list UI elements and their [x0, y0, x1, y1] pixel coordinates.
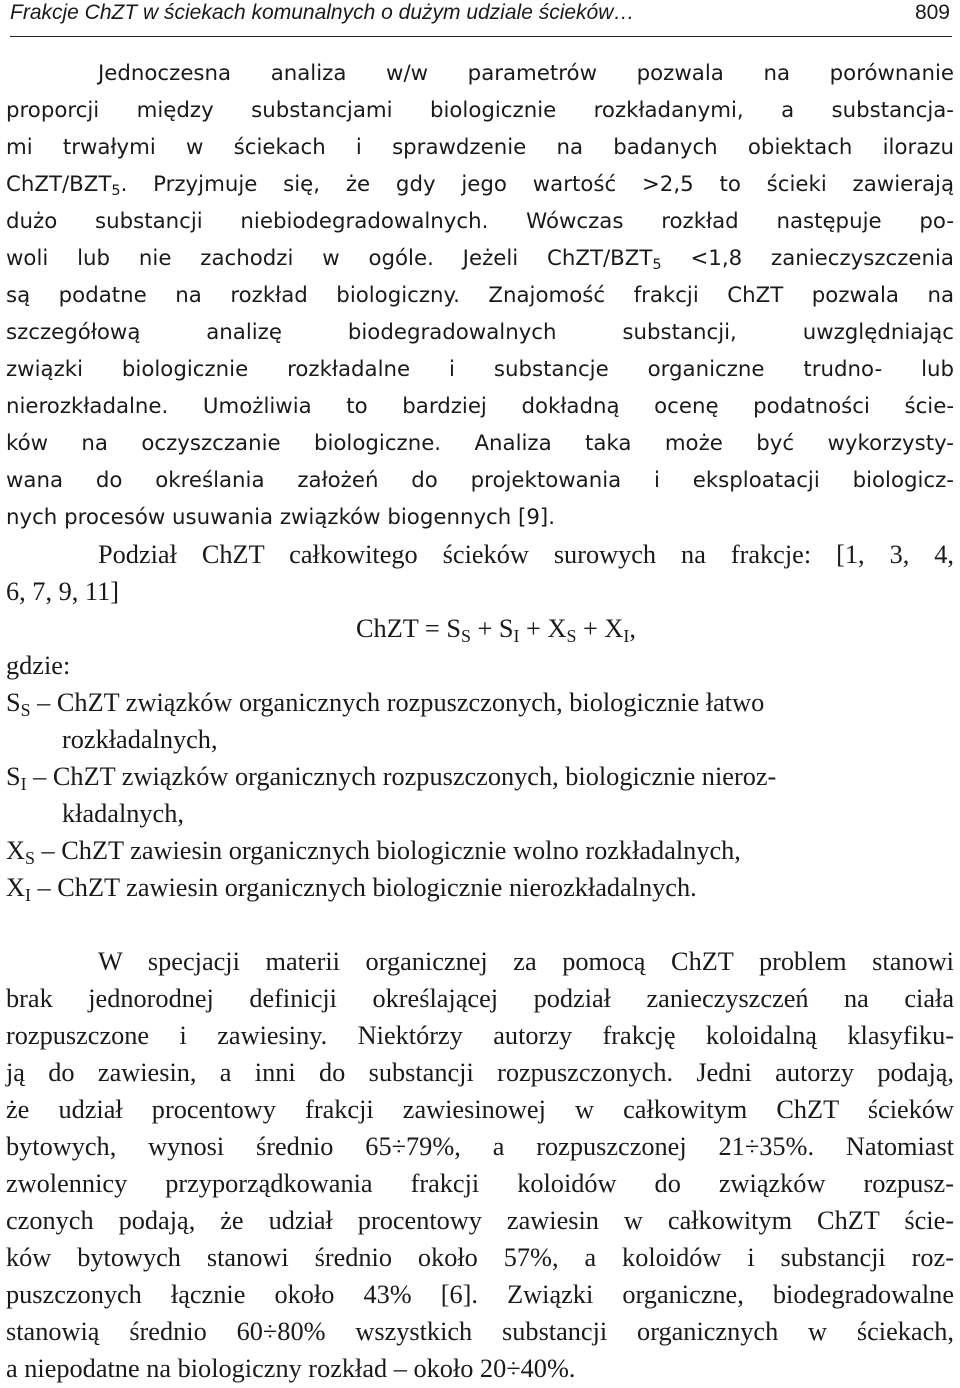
page-number: 809	[914, 1, 950, 24]
para3-line: że udział procentowy frakcji zawiesinowej w całkowitym ChZT ścieków	[6, 1095, 954, 1124]
para1-line: związki biologicznie rozkładalne i substancje organiczne trudno- lub	[6, 357, 954, 382]
para3-line: a niepodatne na biologiczny rozkład – około 20÷40%.	[6, 1354, 576, 1383]
para3-line: rozpuszczone i zawiesiny. Niektórzy autorzy frakcję koloidalną klasyfiku-	[6, 1021, 954, 1050]
para1-line: nych procesów usuwania związków biogennych [9].	[6, 505, 555, 530]
definition-ss-cont: rozkładalnych,	[62, 725, 218, 754]
cod-formula: ChZT = $S_S + S_I + X_S + X_I$,	[356, 614, 636, 646]
para1-line: Jednoczesna analiza w/w parametrów pozwala na porównanie	[98, 61, 954, 86]
para3-line: ków bytowych stanowi średnio około 57%, a koloidów i substancji roz-	[6, 1243, 954, 1272]
para1-line: szczegółową analizę biodegradowalnych substancji, uwzględniając	[6, 320, 954, 345]
para3-line: puszczonych łącznie około 43% [6]. Związki organiczne, biodegradowalne	[6, 1280, 954, 1309]
para3-line: czonych podają, że udział procentowy zawiesin w całkowitym ChZT ście-	[6, 1206, 954, 1235]
para3-line: brak jednorodnej definicji określającej podział zanieczyszczeń na ciała	[6, 984, 954, 1013]
para3-line: zwolennicy przyporządkowania frakcji koloidów do związków rozpusz-	[6, 1169, 954, 1198]
para3-line: stanowią średnio 60÷80% wszystkich substancji organicznych w ściekach,	[6, 1317, 954, 1346]
para1-line: ChZT/$BZT_5$. Przyjmuje się, że gdy jego wartość >2,5 to ścieki zawierają	[6, 172, 954, 200]
definition-ss: $S_S$ – ChZT związków organicznych rozpuszczonych, biologicznie łatwo	[6, 688, 765, 720]
para3-line: bytowych, wynosi średnio 65÷79%, a rozpuszczonej 21÷35%. Natomiast	[6, 1132, 954, 1161]
definition-xs: $X_S$ – ChZT zawiesin organicznych biologicznie wolno rozkładalnych,	[6, 836, 741, 868]
para1-line: nierozkładalne. Umożliwia to bardziej dokładną ocenę podatności ście-	[6, 394, 954, 419]
para2-line: 6, 7, 9, 11]	[6, 577, 119, 606]
running-title: Frakcje ChZT w ściekach komunalnych o dużym udziale ścieków…	[10, 1, 635, 24]
definition-xi: $X_I$ – ChZT zawiesin organicznych biologicznie nierozkładalnych.	[6, 873, 697, 905]
para1-line: ków na oczyszczanie biologiczne. Analiza taka może być wykorzysty-	[6, 431, 954, 456]
definition-si: $S_I$ – ChZT związków organicznych rozpuszczonych, biologicznie nieroz-	[6, 762, 777, 794]
para1-line: mi trwałymi w ściekach i sprawdzenie na badanych obiektach ilorazu	[6, 135, 954, 160]
para1-line: proporcji między substancjami biologicznie rozkładanymi, a substancja-	[6, 98, 954, 123]
gdzie-label: gdzie:	[6, 651, 71, 680]
running-header	[10, 0, 952, 37]
para3-line: W specjacji materii organicznej za pomocą ChZT problem stanowi	[98, 947, 954, 976]
para2-line: Podział ChZT całkowitego ścieków surowych na frakcje: [1, 3, 4,	[98, 540, 954, 569]
para1-line: dużo substancji niebiodegradowalnych. Wówczas rozkład następuje po-	[6, 209, 954, 234]
para1-line: wana do określania założeń do projektowania i eksploatacji biologicz-	[6, 468, 954, 493]
definition-si-cont: kładalnych,	[62, 799, 184, 828]
para3-line: ją do zawiesin, a inni do substancji rozpuszczonych. Jedni autorzy podają,	[6, 1058, 954, 1087]
para1-line: woli lub nie zachodzi w ogóle. Jeżeli ChZT/$BZT_5 <1,8$ zanieczyszczenia	[6, 246, 954, 274]
para1-line: są podatne na rozkład biologiczny. Znajomość frakcji ChZT pozwala na	[6, 283, 954, 308]
